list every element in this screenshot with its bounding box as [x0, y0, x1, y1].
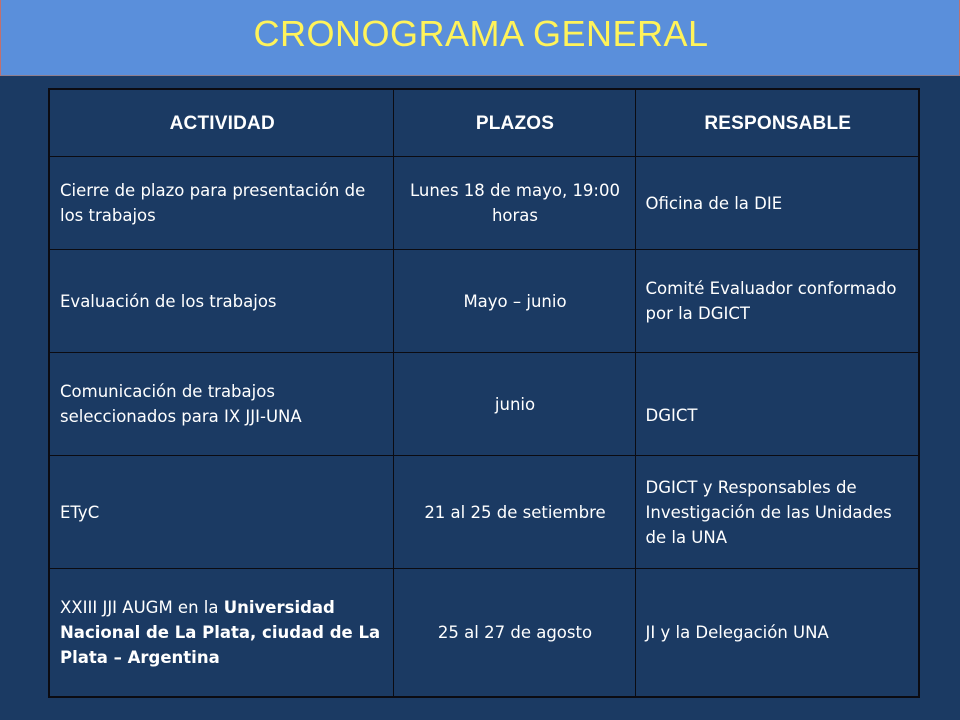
deadline-cell: junio: [393, 353, 635, 456]
activity-cell: Cierre de plazo para presentación de los trabajos: [49, 157, 393, 250]
responsible-cell: Oficina de la DIE: [635, 157, 919, 250]
table-row: [49, 250, 919, 353]
responsible-cell: JI y la Delegación UNA: [635, 569, 919, 698]
page-title: CRONOGRAMA GENERAL: [253, 13, 709, 54]
responsible-text: DGICT: [645, 405, 698, 425]
deadline-cell: Lunes 18 de mayo, 19:00 horas: [393, 157, 635, 250]
responsible-cell: [635, 353, 919, 456]
deadline-cell: 25 al 27 de agosto: [393, 569, 635, 698]
responsible-cell: Comité Evaluador conformado por la DGICT: [635, 250, 919, 353]
table-row: [49, 353, 919, 456]
activity-cell: ETyC: [49, 456, 393, 569]
table-header-row: [49, 89, 919, 157]
activity-cell: [49, 569, 393, 698]
activity-bold-text: Universidad Nacional de La Plata, ciudad de La Plata – Argentina: [60, 598, 381, 667]
deadline-cell: 21 al 25 de setiembre: [393, 456, 635, 569]
column-header-activity: ACTIVIDAD: [49, 89, 393, 157]
schedule-table: [48, 88, 920, 698]
activity-cell: Evaluación de los trabajos: [49, 250, 393, 353]
table-row: [49, 569, 919, 698]
deadline-cell: Mayo – junio: [393, 250, 635, 353]
table-row: [49, 157, 919, 250]
activity-cell: Comunicación de trabajos seleccionados para IX JJI-UNA: [49, 353, 393, 456]
responsible-cell: DGICT y Responsables de Investigación de las Unidades de la UNA: [635, 456, 919, 569]
title-bar: [0, 0, 960, 76]
column-header-responsible: RESPONSABLE: [635, 89, 919, 157]
table-row: [49, 456, 919, 569]
activity-text: XXIII JJI AUGM en la: [60, 598, 224, 617]
column-header-deadline: PLAZOS: [393, 89, 635, 157]
